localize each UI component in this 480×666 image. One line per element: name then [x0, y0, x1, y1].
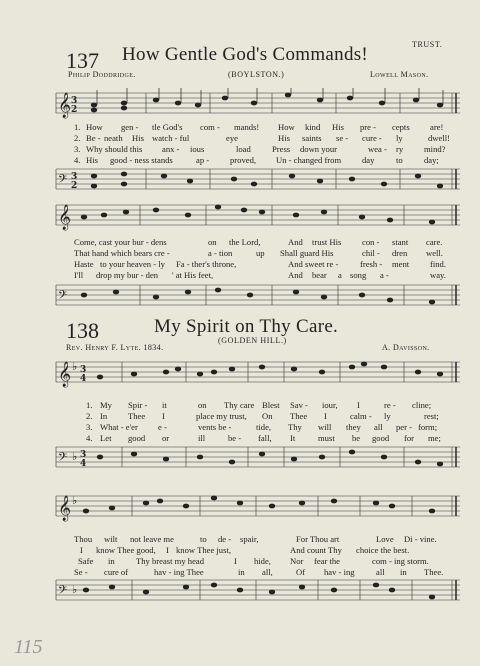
- treble-clef-icon: 𝄞: [58, 496, 72, 521]
- hymn-137-verse-2-line-1: 2. Be - neath His watch - ful eye His saints se - cure - ly dwell!: [74, 133, 450, 143]
- bass-clef-icon: 𝄢: [58, 173, 68, 189]
- svg-text:2: 2: [71, 181, 78, 191]
- bass-clef-icon: 𝄢: [58, 584, 68, 600]
- hymn-137-verse-2-line-2: That hand which bears cre - a - tion up Shall guard His chil - dren well.: [74, 248, 443, 258]
- bass-clef-icon: 𝄢: [58, 289, 68, 305]
- hymn-138-verse-1-line-1: 1. My Spir - it on Thy care Blest Sav - iour, I re - cline;: [86, 400, 432, 410]
- svg-text:♭: ♭: [72, 360, 78, 373]
- treble-clef-icon: 𝄞: [58, 205, 72, 230]
- svg-text:3: 3: [80, 365, 87, 375]
- svg-text:3: 3: [71, 172, 78, 182]
- hymn-138-treble-staff-1: [0, 356, 480, 396]
- svg-text:4: 4: [80, 459, 87, 469]
- svg-text:3: 3: [71, 96, 78, 106]
- hymn-137-verse-1-line-2: Come, cast your bur - dens on the Lord, And trust His con - stant care.: [74, 237, 443, 247]
- hymn-137-verse-4-line-2: I'll drop my bur - den ' at His feet, And bear a song a - way.: [74, 270, 446, 280]
- hymn-137-verse-4-line-1: 4. His good - ness stands ap - proved, Un - changed from day to day;: [74, 155, 439, 165]
- svg-text:3: 3: [80, 450, 87, 460]
- hymn-137-composer: Lowell Mason.: [370, 70, 429, 79]
- hymn-138-verse-2-line-1: 2. In Thee I place my trust, On Thee I calm - ly rest;: [86, 411, 439, 421]
- svg-text:♭: ♭: [72, 583, 78, 596]
- hymn-138-verse-1-line-2: Thou wilt not leave me to de - spair, For Thou art Love Di - vine.: [74, 534, 437, 544]
- hymn-138-number: 138: [66, 318, 99, 343]
- hymn-138-title: My Spirit on Thy Care.: [154, 316, 339, 337]
- hymn-138-verse-4-line-1: 4. Let good or ill be - fall, It must be good for me;: [86, 433, 441, 443]
- hymn-137-number: 137: [66, 48, 99, 73]
- page-number: 115: [14, 636, 43, 658]
- hymn-138-treble-staff-2: [0, 490, 480, 530]
- svg-text:4: 4: [80, 374, 87, 384]
- hymn-138-bass-staff-2: [0, 574, 480, 610]
- hymn-138-verse-3-line-2: Safe in Thy breast my head I hide, Nor fear the com - ing storm.: [78, 556, 429, 566]
- hymn-138-author: Rev. Henry F. Lyte. 1834.: [66, 343, 164, 352]
- treble-clef-icon: 𝄞: [58, 362, 72, 387]
- svg-text:2: 2: [71, 105, 78, 115]
- hymn-137-bass-staff-2: [0, 280, 480, 312]
- svg-text:♭: ♭: [72, 450, 78, 463]
- hymn-138-verse-4-line-2: Se - cure of hav - ing Thee in all, Of hav - ing all in Thee.: [74, 567, 444, 577]
- hymn-137-verse-3-line-1: 3. Why should this anx - ious load Press down your wea - ry mind?: [74, 144, 446, 154]
- hymn-137-title: How Gentle God's Commands!: [122, 44, 369, 65]
- hymn-138-verse-3-line-1: 3. What - e'er e - vents be - tide, Thy will they all per - form;: [86, 422, 438, 432]
- hymn-137-bass-staff-1: [0, 164, 480, 196]
- treble-clef-icon: 𝄞: [58, 93, 72, 118]
- hymn-137-tune-name: TRUST.: [412, 40, 443, 49]
- hymn-137-verse-3-line-2: Haste to your heaven - ly Fa - ther's throne, And sweet re - fresh - ment find.: [74, 259, 446, 269]
- hymn-137-treble-staff-2: [0, 200, 480, 240]
- hymn-138-composer: A. Davisson.: [382, 343, 430, 352]
- svg-text:♭: ♭: [72, 494, 78, 507]
- bass-clef-icon: 𝄢: [58, 451, 68, 467]
- hymn-138-bass-staff-1: [0, 442, 480, 474]
- hymn-138-verse-2-line-2: I know Thee good, I know Thee just, And count Thy choice the best.: [80, 545, 410, 555]
- hymn-138-tune: (GOLDEN HILL.): [218, 336, 287, 345]
- hymn-137-author: Philip Doddridge.: [68, 70, 136, 79]
- hymn-137-tune: (BOYLSTON.): [228, 70, 285, 79]
- hymn-137-verse-1-line-1: 1. How gen - tle God's com - mands! How kind His pre - cepts are!: [74, 122, 444, 132]
